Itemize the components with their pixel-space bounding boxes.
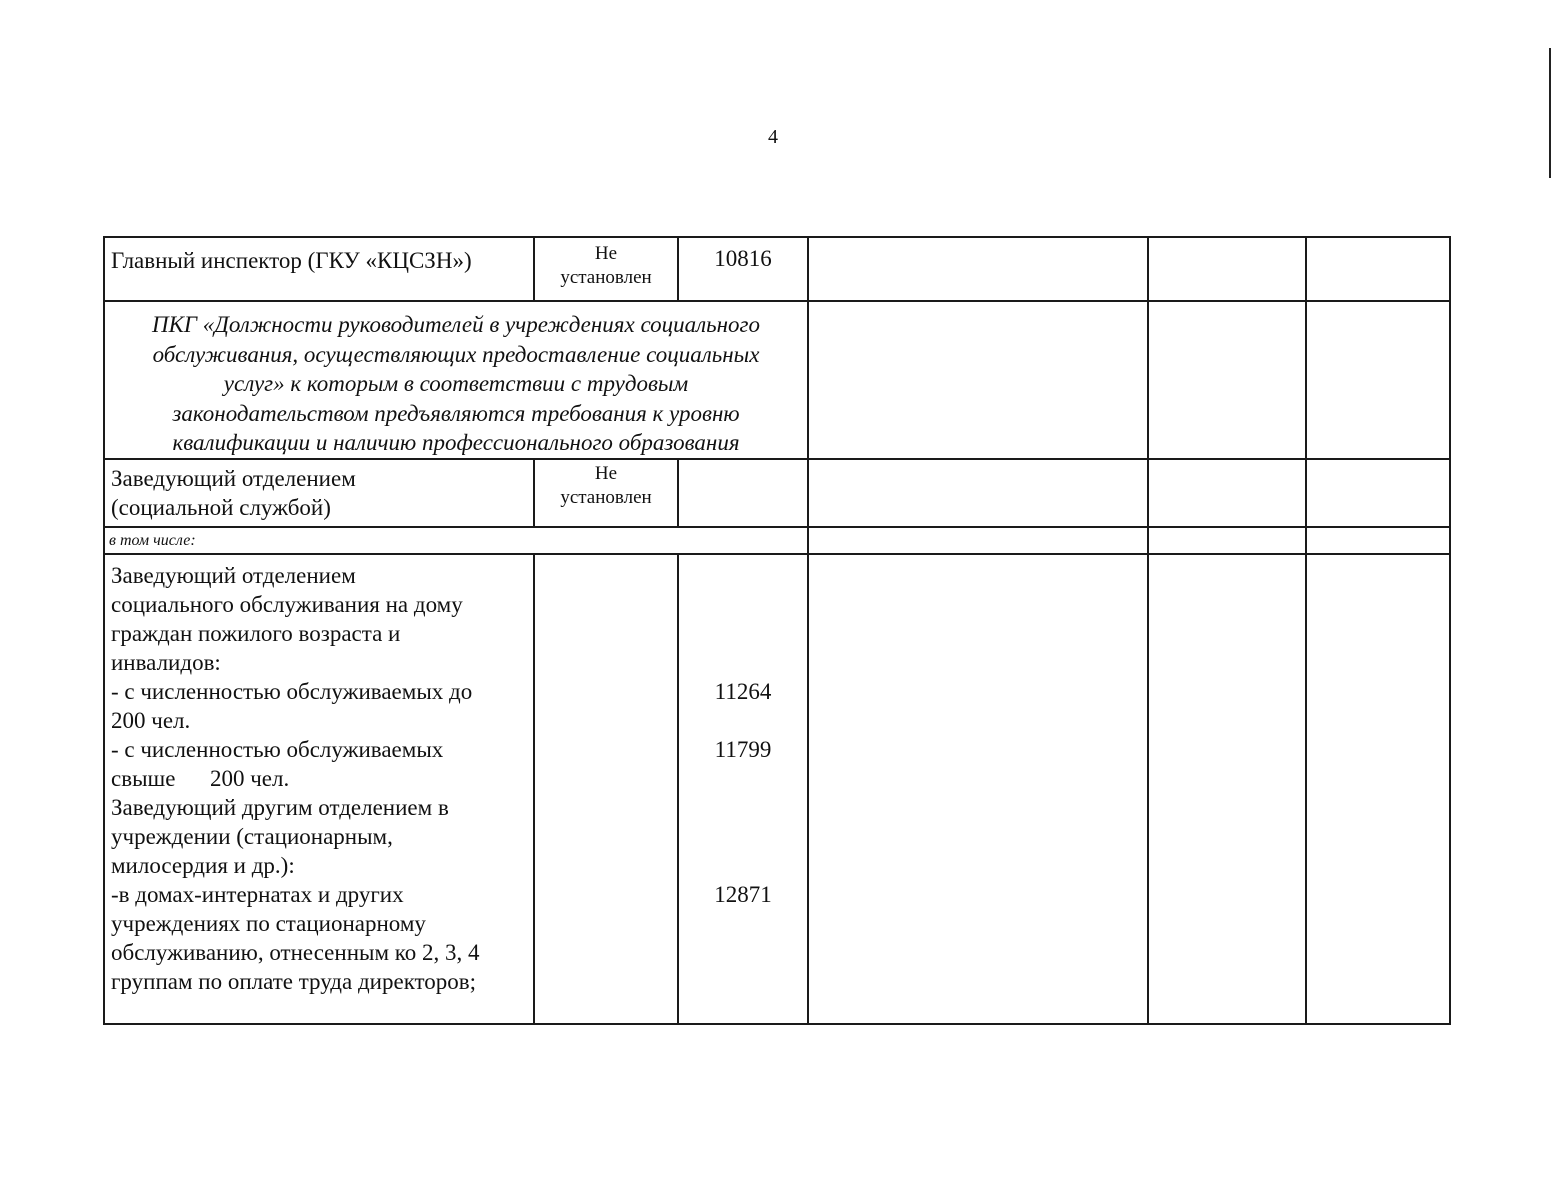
detail-line: группам по оплате труда директоров; bbox=[111, 968, 477, 994]
name-line: (социальной службой) bbox=[111, 494, 331, 520]
including-label-cell: в том числе: bbox=[104, 527, 808, 554]
salary-value: 11264 bbox=[714, 678, 772, 704]
position-details-cell bbox=[104, 554, 534, 1024]
empty-cell bbox=[1148, 459, 1306, 527]
salary-value: 11799 bbox=[714, 736, 772, 762]
note-line: Не bbox=[594, 462, 618, 484]
note-line: установлен bbox=[560, 486, 652, 508]
detail-line: милосердия и др.): bbox=[111, 852, 295, 878]
note-line: установлен bbox=[560, 267, 652, 288]
salary-value: 12871 bbox=[714, 881, 772, 907]
empty-cell bbox=[808, 459, 1148, 527]
salary-table bbox=[103, 236, 1451, 1025]
empty-cell bbox=[808, 301, 1148, 459]
detail-line: инвалидов: bbox=[111, 649, 221, 675]
position-note-cell bbox=[534, 237, 678, 301]
heading-line: законодательством предъявляются требования к уровню bbox=[172, 400, 740, 426]
detail-line: граждан пожилого возраста и bbox=[111, 620, 401, 646]
empty-cell bbox=[1306, 459, 1450, 527]
detail-line: учреждении (стационарным, bbox=[111, 823, 393, 849]
heading-line: услуг» к которым в соответствии с трудовым bbox=[223, 371, 689, 396]
empty-cell bbox=[808, 237, 1148, 301]
table-row-details bbox=[104, 554, 1450, 1024]
page-number: 4 bbox=[768, 126, 778, 148]
pkg-heading-cell bbox=[104, 301, 808, 459]
detail-line: свыше 200 чел. bbox=[111, 765, 290, 791]
detail-line: Заведующий отделением bbox=[111, 562, 356, 588]
position-name-cell bbox=[104, 459, 534, 527]
position-note-cell bbox=[534, 459, 678, 527]
heading-line: обслуживания, осуществляющих предоставление социальных bbox=[152, 341, 760, 367]
empty-cell bbox=[1306, 237, 1450, 301]
detail-line: - с численностью обслуживаемых bbox=[111, 736, 444, 762]
empty-cell bbox=[1148, 554, 1306, 1024]
salary-values-cell bbox=[678, 554, 808, 1024]
detail-line: -в домах-интернатах и других bbox=[111, 881, 404, 907]
empty-cell bbox=[1306, 554, 1450, 1024]
table-row-pkg-heading bbox=[104, 301, 1450, 459]
salary-value-cell: 10816 bbox=[678, 237, 808, 301]
empty-cell bbox=[1148, 301, 1306, 459]
position-name-cell: Главный инспектор (ГКУ «КЦСЗН») bbox=[104, 237, 534, 301]
table-row-chief-inspector bbox=[104, 237, 1450, 301]
detail-line: 200 чел. bbox=[111, 707, 191, 733]
detail-line: учреждениях по стационарному bbox=[111, 910, 426, 936]
detail-line: Заведующий другим отделением в bbox=[111, 794, 449, 820]
empty-cell bbox=[1306, 301, 1450, 459]
note-line: Не bbox=[594, 243, 618, 264]
scan-edge-mark bbox=[1549, 48, 1551, 178]
table-row-including bbox=[104, 527, 1450, 554]
empty-cell bbox=[808, 527, 1148, 554]
detail-line: социального обслуживания на дому bbox=[111, 591, 463, 617]
empty-cell bbox=[1306, 527, 1450, 554]
empty-cell bbox=[1148, 527, 1306, 554]
detail-line: - с численностью обслуживаемых до bbox=[111, 678, 473, 704]
heading-line: ПКГ «Должности руководителей в учреждениях социального bbox=[152, 312, 760, 337]
empty-cell bbox=[534, 554, 678, 1024]
empty-cell bbox=[1148, 237, 1306, 301]
empty-cell bbox=[808, 554, 1148, 1024]
name-line: Заведующий отделением bbox=[111, 465, 356, 491]
table-row-head-department bbox=[104, 459, 1450, 527]
heading-line: квалификации и наличию профессионального образования bbox=[172, 430, 740, 455]
empty-cell bbox=[678, 459, 808, 527]
detail-line: обслуживанию, отнесенным ко 2, 3, 4 bbox=[111, 939, 480, 965]
